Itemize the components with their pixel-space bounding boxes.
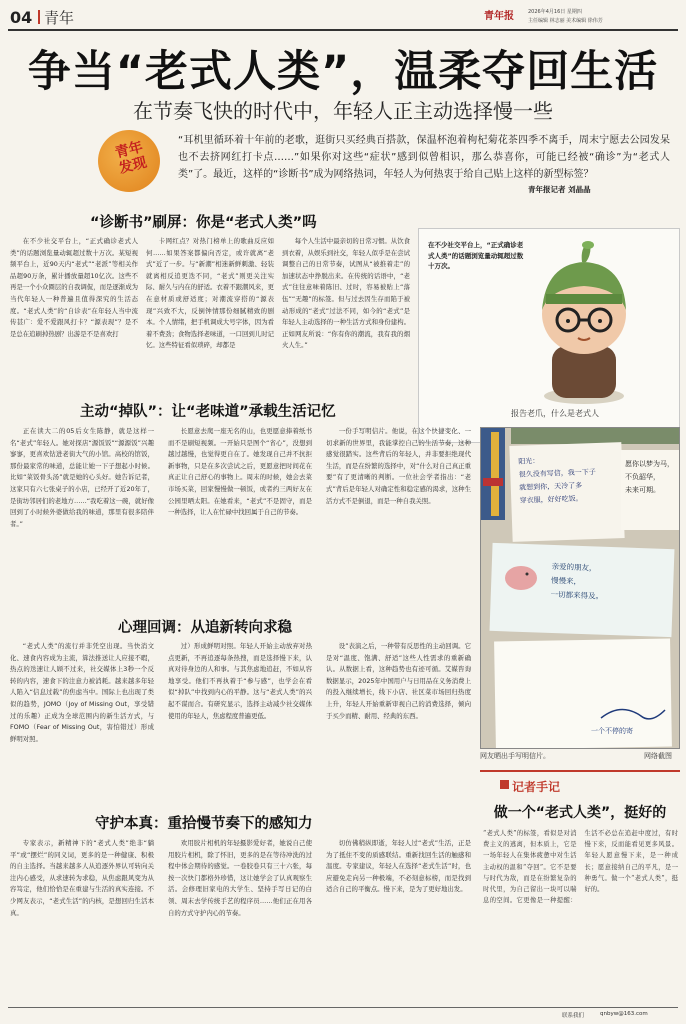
paragraph: 正在读大二的05后女生陈静，就是这样一名“老式”年轻人。她对探店“源饭饭”“源源饭”兴趣寥寥，更喜欢钻进老街大气的小馆。高校的馆饭，那份最家常的味道，总能让她一下子想起小时候。比如“菜饭骨头汤”就是她的心头好。她告诉记者，这家只有六七张桌子的小店，已经开了近20年了，是街坊邻居们的老地方……“我吃着这一碗，就好像回到了小时候外婆做给我的味道，那里有很多陪伴者。” xyxy=(10,427,154,528)
notes-rule xyxy=(480,770,680,772)
masthead-logo: 青年报 xyxy=(484,11,514,22)
section-title-2: 主动“掉队”：让“老味道”承载生活记忆 xyxy=(80,404,336,420)
notes-title: 做一个“老式人类”，挺好的 xyxy=(493,805,667,821)
article-column xyxy=(282,236,410,374)
footer-contact: 联系我们 xyxy=(562,1013,585,1019)
notes-tag: 记者手记 xyxy=(512,780,561,794)
paragraph: 每个人生活中最亲切的日常习惯。从饮食到衣着，从娱乐到社交，年轻人似乎是在尝试调整自己的日常节奏，试图从“被推着走”的加速状态中挣脱出来。在传统的话语中，“老式”往往意味着陈旧、过时，容易被贴上“落伍”“无趣”的标签。但与过去因生存而陷于被动形成的“老式”过法不同，如今的“老式”是年轻人主动选择的一种生活方式和身份建构。正如网友所说：“你有你的潮流，我有我的烟火人生。” xyxy=(282,237,410,350)
postcard-handwriting-3: 亲爱的朋友， 慢慢来， 一切都来得及。 xyxy=(550,561,604,601)
notes-text: “老式人类”的标签，看似是对消费主义的逃离，但本质上，它是一场年轻人在集体疲惫中对生活主动权的温和“夺回”。它不是要与时代为敌，而是在纷繁复杂的时代里，为自己留出一块可以喘息的空间。它更像是一种提醒：生活不必总在追赶中度过，有时慢下来，反而能看见更多风景。年轻人愿意慢下来，是一种成长；愿意接纳自己的平凡，是一种勇气。做一个“老式人类”，挺好的。 xyxy=(483,830,678,905)
notes-square-icon xyxy=(500,780,509,789)
postcard-handwriting-2: 愿你以梦为马， 不负韶华， 未来可期。 xyxy=(625,460,674,494)
section-name: 青年 xyxy=(44,9,75,27)
illustration-caption: 报告老爪，什么是老式人 xyxy=(511,409,599,418)
old-fashioned-doll-illustration xyxy=(528,236,640,408)
stamp-line-1: 青年 xyxy=(113,139,145,162)
paragraph: 欢用胶片相机的年轻摄影爱好者，她说自己使用胶片相机，除了怀旧，更多的是在等待冲洗的过程中体会期待的感觉。一卷胶卷只有三十六张，每按一次快门都格外珍惜，这让她学会了认真观察生活。会修理旧家电的大学生、坚持手写日记的白领、周末去学传统手艺的程序员……他们正在用各自的方式守护内心的节奏。 xyxy=(168,839,312,917)
paragraph: 设”表演之后，一种带有反思性的主动回调。它是对“温度、饱满、舒适”这些人性需求的重新确认。从数据上看，这种趋势也有迹可循。艾媒咨询数据显示，2025年中国用户与日用品在义务消费上的投入继续增长，线下小店、社区菜市场回归热度上升，年轻人开始重新审视自己的消费选择，倾向于买少而精、耐用、经典的东西。 xyxy=(326,642,471,720)
intro-paragraph: “耳机里循环着十年前的老歌，逛街只买经典百搭款，保温杯泡着枸杞菊花茶四季不离手，周末宁愿去公园发呆也不去挤网红打卡点……”如果你对这些“症状”感到似曾相识，那么恭喜你，可能已经被“确诊”为“老式人类”了。最近，这样的“诊断书”成为网络热词，年轻人为何热衷于给自己贴上这样的新型标签？ xyxy=(178,135,670,180)
article-column xyxy=(326,641,471,801)
postcard-handwriting-1: 阳光： 很久没有写信，我一下子 就想到你，天冷了多 穿衣服，好好吃饭。 xyxy=(518,457,596,505)
section-title-1: “诊断书”刷屏：你是“老式人类”吗 xyxy=(90,215,317,231)
section-title-4: 守护本真：重拾慢节奏下的感知力 xyxy=(95,816,313,832)
photo-caption: 网友晒出手写明信片。 xyxy=(480,752,550,760)
paragraph: 切仿佛稍纵即逝，年轻人过“老式”生活，正是为了抵住不变的质感联结。重新找回生活的触感和温度。专家建议，年轻人在选择“老式生活”时，也应避免走向另一种极端，不必刻意标榜，而是找到适合自己的平衡点。慢下来，是为了更好地出发。 xyxy=(326,839,471,894)
article-column xyxy=(326,426,471,598)
section-title-3: 心理回调：从追新转向求稳 xyxy=(118,620,292,636)
paragraph: 卡网红点？对热门榜单上的歌曲反应如何……如果答案都偏向否定，或许就离“老式”近了一步。与“新潮”相迷新鲜刺激、轻装就离相反追更迭不同，“老式”则更关注实际、耐久与内在的舒适。衣着不跟潮风来，更在意材质或舒适度；对潮流穿搭的“源表现”兴致不大，反倒钟情那份细腻精致的剧本。个人情绪，把手机调成大号字体，因为看着不费劲；食物选择老味道，一口回到儿时记忆。这些特征看似琐碎，却都是 xyxy=(146,237,274,350)
article-column xyxy=(168,426,312,598)
paragraph: 一份手写明信片。他说，在这个快捷变化、一切求新的世界里，我能掌控自己的生活节奏，这种感觉很踏实。这些背后的年轻人，并非要拒绝现代生活，而是在纷繁的选择中，对“什么对自己真正重要”有了更清晰的判断。一位社会学者指出：“老式”背后是年轻人对确定性和稳定感的渴求，这种生活方式不是倒退，而是一种自我关照。 xyxy=(326,427,471,505)
article-column xyxy=(326,838,471,1004)
article-column xyxy=(10,426,154,598)
stamp-line-2: 发现 xyxy=(117,154,149,177)
page-number: 04 xyxy=(10,8,33,27)
page-subheadline: 在节奏飞快的时代中，年轻人正主动选择慢一些 xyxy=(133,99,553,123)
paragraph: 过）形成鲜明对照。年轻人开始主动放弃对热点更新，不再追逐每条热搜，而是选择慢下来，认真对待身边的人和事。与其焦虑地追赶，不如从容地享受。他们不再执着于“参与感”，也学会在看似“掉队”中找到内心的平静。这与“老式人类”的兴起不谋而合。有研究显示，选择主动减少社交媒体使用的年轻人，焦虑程度普遍更低。 xyxy=(168,642,312,720)
paragraph: 长愿意去爬一座无名的山，也更愿意捧着纸书而不是刷短视频。一开始只是图个“省心”，没想到越过越慢，也觉得更自在了。她发现自己并不抗拒新事物，只是在多次尝试之后，更愿意把时间花在真正让自己舒心的事物上。周末的时候，她会去菜市场买菜，回家慢慢做一顿饭，或者约三两好友在公园里晒太阳。在她看来，“老式”不是固守，而是一种选择，让人在忙碌中找回属于自己的节奏。 xyxy=(168,427,312,517)
page-headline: 争当“老式人类”，温柔夺回生活 xyxy=(27,47,659,97)
quote-text: 在不少社交平台上，“正式确诊老式人类”的话题浏览量动辄超过数十万次。 xyxy=(428,241,524,270)
byline: 青年报记者 刘晶晶 xyxy=(528,185,591,194)
section-divider xyxy=(38,10,40,24)
editor-credits: 主任编辑 林志丽 美术编辑 徐伟芳 xyxy=(528,18,603,24)
footer-email[interactable]: qnbyw@163.com xyxy=(600,1011,648,1017)
postcard-photo-collage xyxy=(480,427,680,749)
header-rule xyxy=(8,29,678,31)
paragraph: 在不少社交平台上，“正式确诊老式人类”的话题浏览量动辄超过数十万次。某短视频平台上，近90天内“老式”“老派”等相关作品超90万条，累计播放量超10亿次。这些不再是一个小众圈层的自我调侃，而是逐渐成为当代年轻人一种普遍且值得深究的生活态度。“老式人类”的“自诊表”在年轻人当中流传甚广：爱不爱跟风打卡？“源表现”？是不是总在追刷掉热剧？出游是不是喜欢打 xyxy=(10,237,138,338)
issue-date: 2026年4月16日 星期四 xyxy=(528,9,582,15)
paragraph: 专家表示，新精神下的“老式人类”绝非“躺平”或“摆烂”的同义词，更多的是一种健康、积极的自主选择。当越来越多人从追逐外界认可转向关注内心感受，从求速转为求稳，从焦虑跟风变为从容笃定，他们恰恰是在重建与生活的真实连接。不少网友表示，“老式生活”的内核，是想回归生活本真。 xyxy=(10,839,154,917)
article-column xyxy=(10,641,154,801)
postcard-signature: 一个不停的寄 xyxy=(591,727,633,735)
article-column xyxy=(168,641,312,801)
paragraph: “老式人类”的流行并非凭空出现。当快消文化、速食内容成为主流，算法推送让人应接不暇，热点的迭速让人顾不过来，社交媒体上3秒一个反转的内容，速食下的注意力被消耗。越来越多年轻人陷入“信息过载”的焦虑当中。国际上也出现了类似的趋势，JOMO（Joy of Missing Out，享受错过的乐趣）正成为全球范围内的新生活方式，与FOMO（Fear of Missing Out，害怕错过）形成鲜明对照。 xyxy=(10,642,154,743)
article-column xyxy=(146,236,274,374)
article-column xyxy=(10,236,138,374)
footer-rule xyxy=(8,1007,678,1008)
photo-credit: 网络截图 xyxy=(644,752,672,760)
article-column xyxy=(10,838,154,1004)
article-column xyxy=(168,838,312,1004)
